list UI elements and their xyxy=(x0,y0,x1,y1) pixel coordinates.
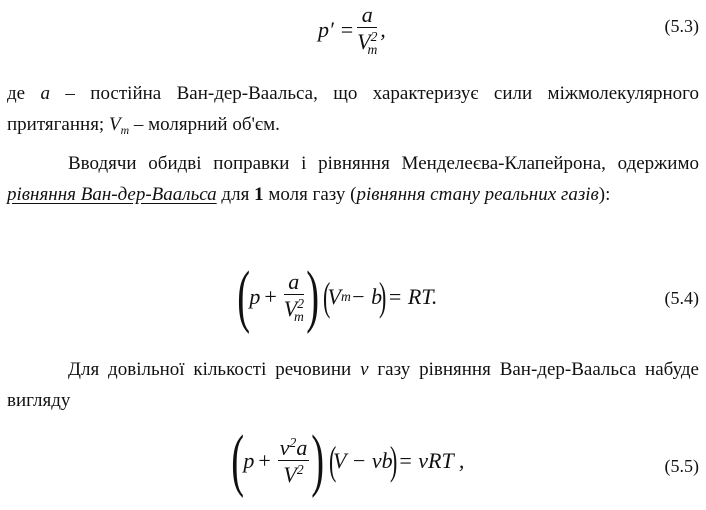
eq53-tail: , xyxy=(380,17,386,43)
symbol-nu: ν xyxy=(360,359,369,380)
equation-5-5: ( p + $\frac{\nu^2a}{V^2}$ ) ( V − νb ) = νRT , (5.5) xyxy=(231,422,699,499)
term-link[interactable]: рівняння Ван-дер-Ваальса xyxy=(7,184,217,205)
equation-number: (5.4) xyxy=(664,288,699,308)
one-mole-digit: 1 xyxy=(254,184,264,205)
equation-5-3 xyxy=(0,2,706,64)
eq53-denominator: $V^2_m$ xyxy=(357,29,378,58)
paragraph-1: де a – постійна Ван-дер-Ваальса, що характеризує сили міжмолекулярного притягання; $V_m$ – молярний об'єм. xyxy=(7,83,699,138)
paragraph-3: Для довільної кількості речовини ν газу рівняння Ван-дер-Ваальса набуде вигляду xyxy=(7,359,699,411)
paragraph-2: Вводячи обидві поправки і рівняння Менделеєва-Клапейрона, одержимо рівняння Ван-дер-Ваальса для 1 моля газу (рівняння стану реальних газів): xyxy=(7,153,699,205)
eq53-numerator: a xyxy=(361,2,373,27)
eq53-fraction xyxy=(357,4,377,57)
eq53-lhs: p′ = xyxy=(318,17,355,43)
eq55-fraction: $\frac{\nu^2a}{V^2}$ xyxy=(279,434,308,488)
symbol-a: a xyxy=(40,83,50,104)
equation-number: (5.5) xyxy=(664,456,699,476)
equation-number: (5.3) xyxy=(664,16,699,36)
equation-5-4: ( p + $\frac{a}{V^2_m}$ ) ( V m − b ) = RT. (5.4) xyxy=(237,258,699,335)
eq54-fraction: $\frac{a}{V^2_m}$ xyxy=(283,268,304,324)
symbol-vm: $V_m$ xyxy=(108,114,130,138)
italic-term: рівняння стану реальних газів xyxy=(356,184,599,205)
